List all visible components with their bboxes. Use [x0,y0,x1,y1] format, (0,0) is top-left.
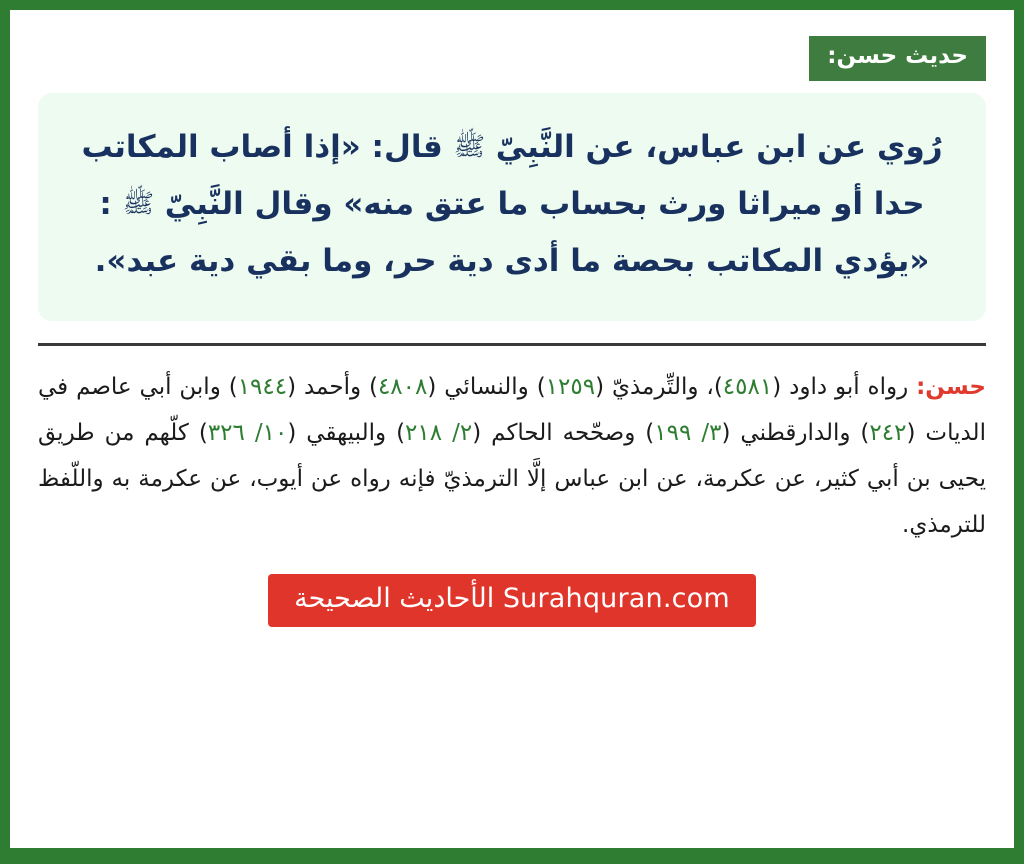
site-footer-badge[interactable] [268,574,756,627]
grade-badge-row [38,36,986,81]
takhrij-text-run: ) وابن أبي عاصم في الديات ( [38,373,986,446]
hadith-card [10,10,1014,848]
hadith-text-part-1: رُوي عن ابن عباس، عن النَّبِيّ [495,128,943,165]
grade-badge: حديث حسن: [809,36,986,81]
hadith-text-part-2: قال: «إذا أصاب المكاتب حدا أو ميراثا ورث بحساب ما عتق منه» وقال النَّبِيّ [81,128,925,222]
takhrij-body [38,374,986,538]
sallallahu-alayhi-wasallam-icon-2: ﷺ [122,188,154,219]
takhrij-source-number: ٢٤٢ [869,419,907,446]
hadith-text-part-3: : «يؤدي المكاتب بحصة ما أدى دية حر، وما بقي دية عبد». [94,185,930,280]
takhrij-source-number: ٤٥٨١ [722,373,773,400]
sallallahu-alayhi-wasallam-icon: ﷺ [453,131,485,162]
takhrij-source-number: ١٠/ ٣٢٦ [207,419,288,446]
takhrij-text-run: رواه أبو داود ( [772,373,909,400]
frame-border-bottom [0,848,1024,864]
takhrij-paragraph [38,364,986,548]
frame-border-top [0,0,1024,10]
takhrij-source-number: ٢/ ٢١٨ [405,419,473,446]
hadith-text [68,119,956,291]
takhrij-text-run: ) وأحمد ( [287,373,378,400]
footer-row [38,574,986,627]
frame-border-left [0,0,10,864]
takhrij-text-run: )، والتِّرمذيّ ( [595,373,723,400]
divider [38,343,986,346]
takhrij-text-run: ) كلّهم من طريق يحيى بن أبي كثير، عن عكرمة، عن ابن عباس إلَّا الترمذيّ فإنه رواه عن أيوب، عن عكرمة به واللّفظ للترمذي. [38,419,986,538]
takhrij-text-run: ) والنسائي ( [427,373,546,400]
site-name: Surahquran.com [502,582,730,614]
takhrij-text-run: ) وصحّحه الحاكم ( [472,419,655,446]
takhrij-grade-word: حسن: [916,373,986,400]
takhrij-source-number: ١٢٥٩ [545,373,596,400]
takhrij-source-number: ١٩٤٤ [237,373,288,400]
takhrij-source-number: ٣/ ١٩٩ [654,419,722,446]
footer-label: الأحاديث الصحيحة [294,582,495,614]
takhrij-text-run: ) والبيهقي ( [287,419,406,446]
hadith-text-box [38,93,986,321]
takhrij-text-run: ) والدارقطني ( [721,419,870,446]
frame-border-right [1014,0,1024,864]
takhrij-source-number: ٤٨٠٨ [377,373,428,400]
